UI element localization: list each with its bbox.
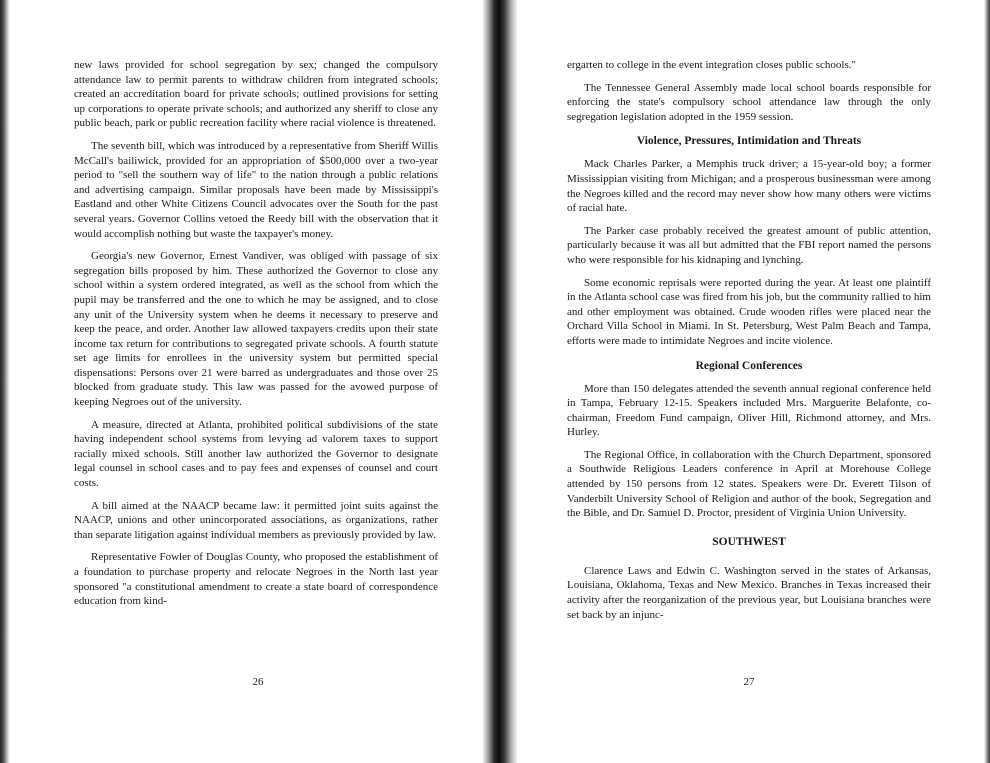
left-paragraph-4: A measure, directed at Atlanta, prohibited political subdivisions of the state having independent school systems from levying ad valorem taxes to support racially mixed schools. Still another law authorized the Governor to designate legal counsel in school cases and to pay fees and expenses of counsel and court costs.: [74, 418, 438, 490]
right-page-number: 27: [743, 676, 755, 688]
section-heading-violence: Violence, Pressures, Intimidation and Threats: [636, 135, 862, 148]
section-heading-regional-conferences: Regional Conferences: [695, 359, 803, 372]
conferences-paragraph-1: More than 150 delegates attended the seventh annual regional conference held in Tampa, February 12-15. Speakers included Mrs. Marguerite Belafonte, co-chairman, Freedom Fund campaign, Oliver Hill, Richmond attorney, and Mrs. Hurley.: [567, 382, 931, 439]
violence-paragraph-1: Mack Charles Parker, a Memphis truck driver; a 15-year-old boy; a former Mississippian visiting from Michigan; and a prosperous businessman were among the Negroes killed and the record may never show how many others were victims of racial hate.: [567, 158, 931, 215]
left-paragraph-3: Georgia's new Governor, Ernest Vandiver, was obliged with passage of six segregation bills proposed by him. These authorized the Governor to close any school within a system ordered integrated, as well as the school from which the pupil may be transferred and the one to which he may be assigned, and to close any unit of the University system when he deems it necessary to preserve and keep the peace, and order. Another law allowed taxpayers credits upon their state income tax return for contributions to segregated private schools. A fourth statute set age limits for enrollees in the university system but permitted special dispensations: Persons over 21 were barred as undergraduates and those over 25 blocked from graduate study. This law was passed for the avowed purpose of keeping Negroes out of the university.: [74, 250, 438, 409]
left-page: [74, 58, 438, 617]
left-paragraph-5: A bill aimed at the NAACP became law: it permitted joint suits against the NAACP, unions and other unincorporated associations, as organizations, rather than separate litigation against individual members as previously provided by law.: [74, 499, 438, 541]
right-page: [567, 58, 931, 630]
left-paragraph-1: new laws provided for school segregation by sex; changed the compulsory attendance law to permit parents to withdraw children from integrated schools; created an accreditation board for private schools; outlined provisions for setting up corporations to operate private schools; and authorized any sheriff to close any public beach, park or public recreation facility where racial violence is threatened.: [74, 59, 438, 130]
left-paragraph-6: Representative Fowler of Douglas County, who proposed the establishment of a foundation to purchase property and relocate Negroes in the North last year sponsored "a constitutional amendment to create a state board of correspondence education from kind-: [74, 551, 438, 608]
left-page-edge: [0, 0, 10, 763]
right-intro-paragraph: ergarten to college in the event integration closes public schools.": [567, 59, 856, 71]
right-tennessee-paragraph: The Tennessee General Assembly made local school boards responsible for enforcing the state's compulsory school attendance law through the only segregation legislation adopted in the 1959 session.: [567, 81, 931, 123]
left-page-number: 26: [252, 676, 264, 688]
left-paragraph-2: The seventh bill, which was introduced by a representative from Sheriff Willis McCall's bailiwick, provided for an appropriation of $500,000 over a two-year period to "sell the southern way of life" to the nation through a public relations and advertising campaign. Similar proposals have been made by Mississippi's Eastland and other White Citizens Council advocates over the South for the past several years. Governor Collins vetoed the Reedy bill with the observation that it would accomplish nothing but waste the taxpayer's money.: [74, 139, 438, 240]
violence-paragraph-2: The Parker case probably received the greatest amount of public attention, particularly because it was all but admitted that the FBI report named the persons who were responsible for his kidnaping and lynching.: [567, 224, 931, 266]
conferences-paragraph-2: The Regional Office, in collaboration with the Church Department, sponsored a Southwide Religious Leaders conference in April at Morehouse College attended by 150 persons from 12 states. Speakers were Dr. Everett Tilson of Vanderbilt University School of Religion and author of the book, Segregation and the Bible, and Dr. Samuel D. Proctor, president of Virginia Union University.: [567, 448, 931, 520]
right-page-edge: [984, 0, 990, 763]
book-gutter: [482, 0, 518, 763]
violence-paragraph-3: Some economic reprisals were reported during the year. At least one plaintiff in the Atlanta school case was fired from his job, but the community rallied to him and other employment was obtained. Crude wooden rifles were placed near the Orchard Villa School in Miami. In St. Petersburg, West Palm Beach and Tampa, efforts were made to intimidate Negroes and incite violence.: [567, 276, 931, 347]
section-heading-southwest: SOUTHWEST: [712, 535, 786, 548]
southwest-paragraph-1: Clarence Laws and Edwin C. Washington served in the states of Arkansas, Louisiana, Oklahoma, Texas and New Mexico. Branches in Texas increased their activity after the reorganization of the previous year, but Louisiana branches were set back by an injunc-: [567, 564, 931, 621]
